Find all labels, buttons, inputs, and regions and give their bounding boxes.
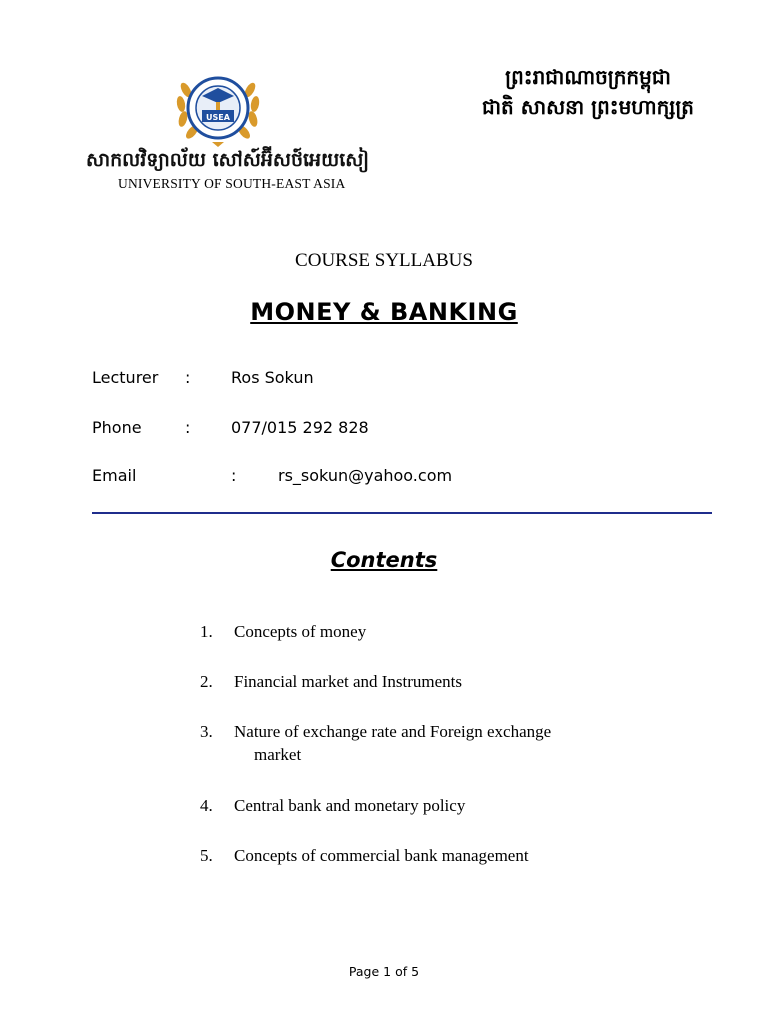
section-divider [92, 512, 712, 514]
kingdom-line-1: ព្រះរាជាណាចក្រកម្ពុជា [505, 65, 671, 89]
contents-heading: Contents [330, 548, 438, 572]
toc-item: Nature of exchange rate and Foreign exchange [234, 722, 552, 741]
university-name-english: UNIVERSITY OF SOUTH-EAST ASIA [118, 176, 346, 191]
toc-number: 5. [200, 846, 213, 865]
toc-number: 1. [200, 622, 213, 641]
toc-item-continuation: market [254, 745, 302, 764]
university-logo [172, 68, 264, 148]
email-separator: : [231, 466, 237, 485]
document-heading: COURSE SYLLABUS [295, 250, 473, 271]
course-title: MONEY & BANKING [250, 298, 518, 326]
toc-item: Financial market and Instruments [234, 672, 463, 691]
toc-item: Concepts of money [234, 622, 367, 641]
kingdom-motto [482, 62, 694, 122]
toc-item: Central bank and monetary policy [234, 796, 466, 815]
logo-text: USEA [206, 113, 230, 122]
lecturer-value: Ros Sokun [231, 368, 314, 387]
university-name-khmer: សាកលវិទ្យាល័យ សៅស៍អ៊ីសថ៍អេយសៀ [86, 149, 369, 171]
toc-item: Concepts of commercial bank management [234, 846, 529, 865]
lecturer-label: Lecturer [92, 368, 159, 387]
phone-label: Phone [92, 418, 142, 437]
kingdom-line-2: ជាតិ សាសនា ព្រះមហាក្សត្រ [482, 95, 694, 119]
email-value[interactable]: rs_sokun@yahoo.com [278, 466, 453, 485]
phone-separator: : [185, 418, 191, 437]
toc-number: 4. [200, 796, 213, 815]
lecturer-separator: : [185, 368, 191, 387]
university-seal-icon [172, 68, 264, 148]
toc-number: 2. [200, 672, 213, 691]
phone-value: 077/015 292 828 [231, 418, 369, 437]
email-label: Email [92, 466, 137, 485]
toc-number: 3. [200, 722, 213, 741]
page-number: Page 1 of 5 [348, 964, 420, 979]
